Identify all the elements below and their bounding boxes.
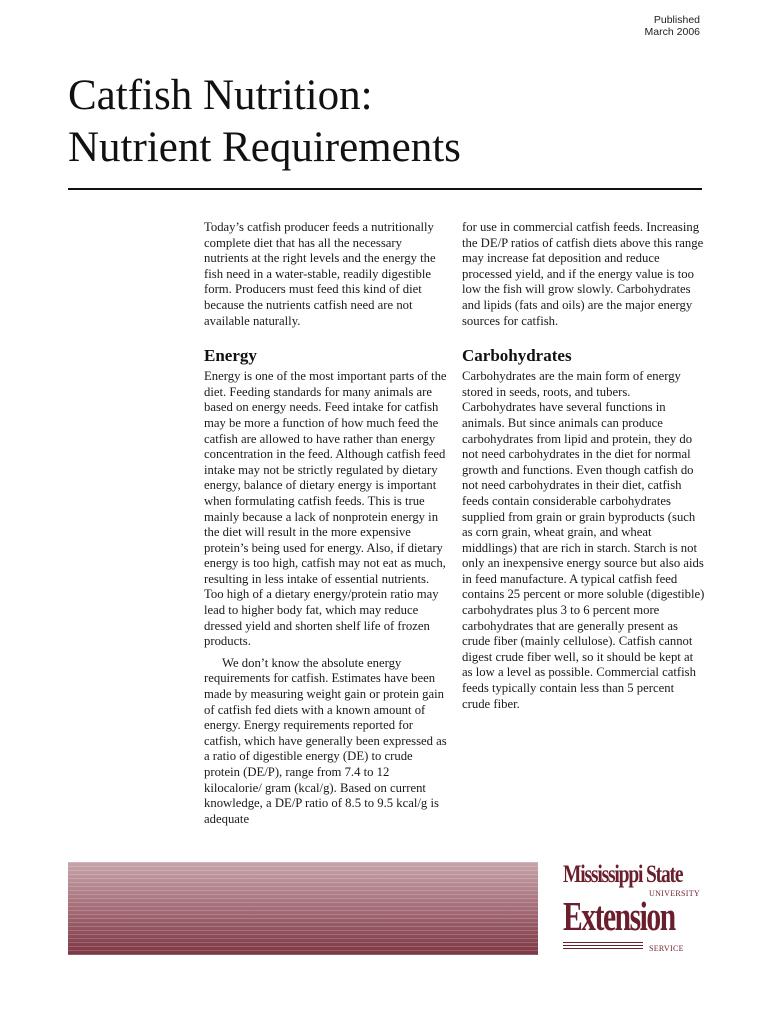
- carbohydrates-heading: Carbohydrates: [462, 346, 572, 366]
- carbohydrates-paragraph: Carbohydrates are the main form of energy stored in seeds, roots, and tubers. Carbohydrates have several functions in animals. But since animals can produce carbohydrates from lipid and protein, they do not need carbohydrates in the diet for normal growth and functions. Even though catfish do not need carbohydrates in their diet, catfish feeds contain considerable carbohydrates supplied from grain or grain byproducts (such as corn grain, wheat grain, and wheat middlings) that are rich in starch. Starch is not only an inexpensive energy source but also aids in feed manufacture. A typical catfish feed contains 25 percent or more soluble (digestible) carbohydrates plus 3 to 6 percent more carbohydrates that are generally present as crude fiber (mainly cellulose). Catfish cannot digest crude fiber well, so it should be kept at as low a level as possible. Commercial catfish feeds typically contain less than 5 percent crude fiber.: [462, 369, 705, 711]
- logo-extension: Extension: [563, 893, 675, 939]
- logo-rule: [563, 948, 643, 949]
- logo-university: UNIVERSITY: [649, 889, 700, 898]
- title-line-2: Nutrient Requirements: [68, 124, 461, 171]
- intro-paragraph: Today’s catfish producer feeds a nutritionally complete diet that has all the necessary nutrients at the right levels and the energy the fish need in a water-stable, readily digestible form. Producers must feed this kind of diet because the nutrients catfish need are not available naturally.: [204, 220, 436, 328]
- publication-date: [645, 14, 700, 38]
- energy-paragraph-2: We don’t know the absolute energy requirements for catfish. Estimates have been made by measuring weight gain or protein gain of catfish fed diets with a known amount of energy. Energy requirements reported for catfish, which have generally been expressed as a ratio of digestible energy (DE) to crude protein (DE/P), range from 7.4 to 12 kilocalorie/ gram (kcal/g). Based on current knowledge, a DE/P ratio of 8.5 to 9.5 kcal/g is adequate: [204, 655, 447, 826]
- logo-service: SERVICE: [649, 944, 684, 953]
- logo-rule: [563, 945, 643, 946]
- logo-mississippi-state: Mississippi State: [563, 861, 683, 888]
- title-line-1: Catfish Nutrition:: [68, 72, 373, 119]
- footer-decorative-band: [68, 862, 538, 955]
- published-date: March 2006: [644, 26, 700, 38]
- logo-rule: [563, 942, 643, 943]
- energy-paragraph-1: Energy is one of the most important parts of the diet. Feeding standards for many animals are based on energy needs. Feed intake for catfish may be more a function of how much feed the catfish are allowed to have rather than energy concentration in the feed. Although catfish feed intake may not be strictly regulated by dietary energy, balance of dietary energy is important when formulating catfish feeds. This is true mainly because a lack of nonprotein energy in the diet will result in the more expensive protein’s being used for energy. Also, if dietary energy is too high, catfish may not eat as much, resulting in less intake of essential nutrients. Too high of a dietary energy/protein ratio may lead to higher body fat, which may reduce dressed yield and shorten shelf life of frozen products.: [204, 369, 447, 649]
- energy-continued-paragraph: for use in commercial catfish feeds. Increasing the DE/P ratios of catfish diets above this range may increase fat deposition and reduce processed yield, and if the energy value is too low the fish will grow slowly. Carbohydrates and lipids (fats and oils) are the major energy sources for catfish.: [462, 220, 704, 328]
- msu-extension-logo: [563, 862, 703, 957]
- published-label: Published: [653, 14, 700, 26]
- right-column: [462, 220, 705, 712]
- title-divider: [68, 188, 702, 190]
- left-column: [204, 220, 447, 827]
- energy-heading: Energy: [204, 346, 257, 366]
- document-title: [68, 70, 708, 174]
